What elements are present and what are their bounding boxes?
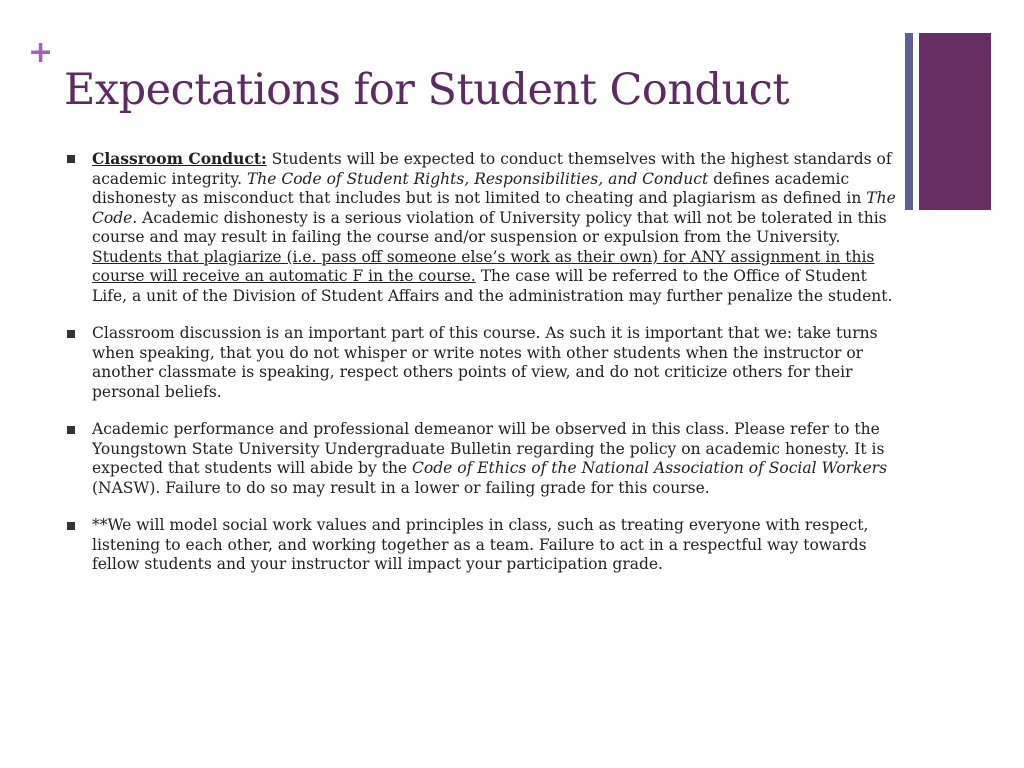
bullet-text: . Academic dishonesty is a serious violation of University policy that will not be tolerated in this course and may result in failing the course and/or suspension or expulsion from the University. xyxy=(92,208,887,246)
bullet-text: Classroom discussion is an important part of this course. As such it is important that we: take turns when speaking, that you do not whisper or write notes with other students when the instructor or another classmate is speaking, respect others points of view, and do not criticize others for their personal beliefs. xyxy=(92,324,878,401)
bullet-marker xyxy=(67,330,75,338)
classroom-conduct-heading: Classroom Conduct: xyxy=(92,149,267,168)
bullet-classroom-discussion xyxy=(67,324,897,402)
bullet-text: defines academic dishonesty as misconduct that includes but is not limited to cheating and plagiarism as defined in xyxy=(92,169,867,207)
bullet-text: The case will be referred to the Office of Student Life, a unit of the Division of Student Affairs and the administration may further penalize the student. xyxy=(92,267,893,305)
bullet-social-work-values xyxy=(67,516,897,575)
bullet-text: (NASW). Failure to do so may result in a lower or failing grade for this course. xyxy=(92,478,710,497)
bullet-list xyxy=(67,149,897,593)
bullet-classroom-conduct xyxy=(67,149,897,306)
bullet-text: Academic performance and professional demeanor will be observed in this class. Please refer to the Youngstown State University Undergraduate Bulletin regarding the policy on academic honesty. It is expected that students will abide by the xyxy=(92,420,885,477)
plus-icon: + xyxy=(28,35,54,70)
bullet-text: **We will model social work values and principles in class, such as treating everyone with respect, listening to each other, and working together as a team. Failure to act in a respectful way towards fellow students and your instructor will impact your participation grade. xyxy=(92,516,869,573)
bullet-marker xyxy=(67,426,75,434)
code-title-italic: The Code of Student Rights, Responsibilities, and Conduct xyxy=(246,169,709,188)
bullet-marker xyxy=(67,155,75,163)
bullet-marker xyxy=(67,522,75,530)
accent-bar-thick xyxy=(919,33,991,210)
bullet-text: Students will be expected to conduct themselves with the highest standards of academic integrity. xyxy=(92,150,892,188)
slide-title: Expectations for Student Conduct xyxy=(64,65,790,115)
accent-bar-thin xyxy=(905,33,913,210)
plagiarism-warning: Students that plagiarize (i.e. pass off someone else’s work as their own) for ANY assignment in this course will receive an automatic F in the course. xyxy=(92,247,875,285)
the-code-italic: The Code xyxy=(92,189,896,227)
bullet-academic-performance xyxy=(67,420,897,498)
nasw-code-italic: Code of Ethics of the National Association of Social Workers xyxy=(412,459,888,477)
